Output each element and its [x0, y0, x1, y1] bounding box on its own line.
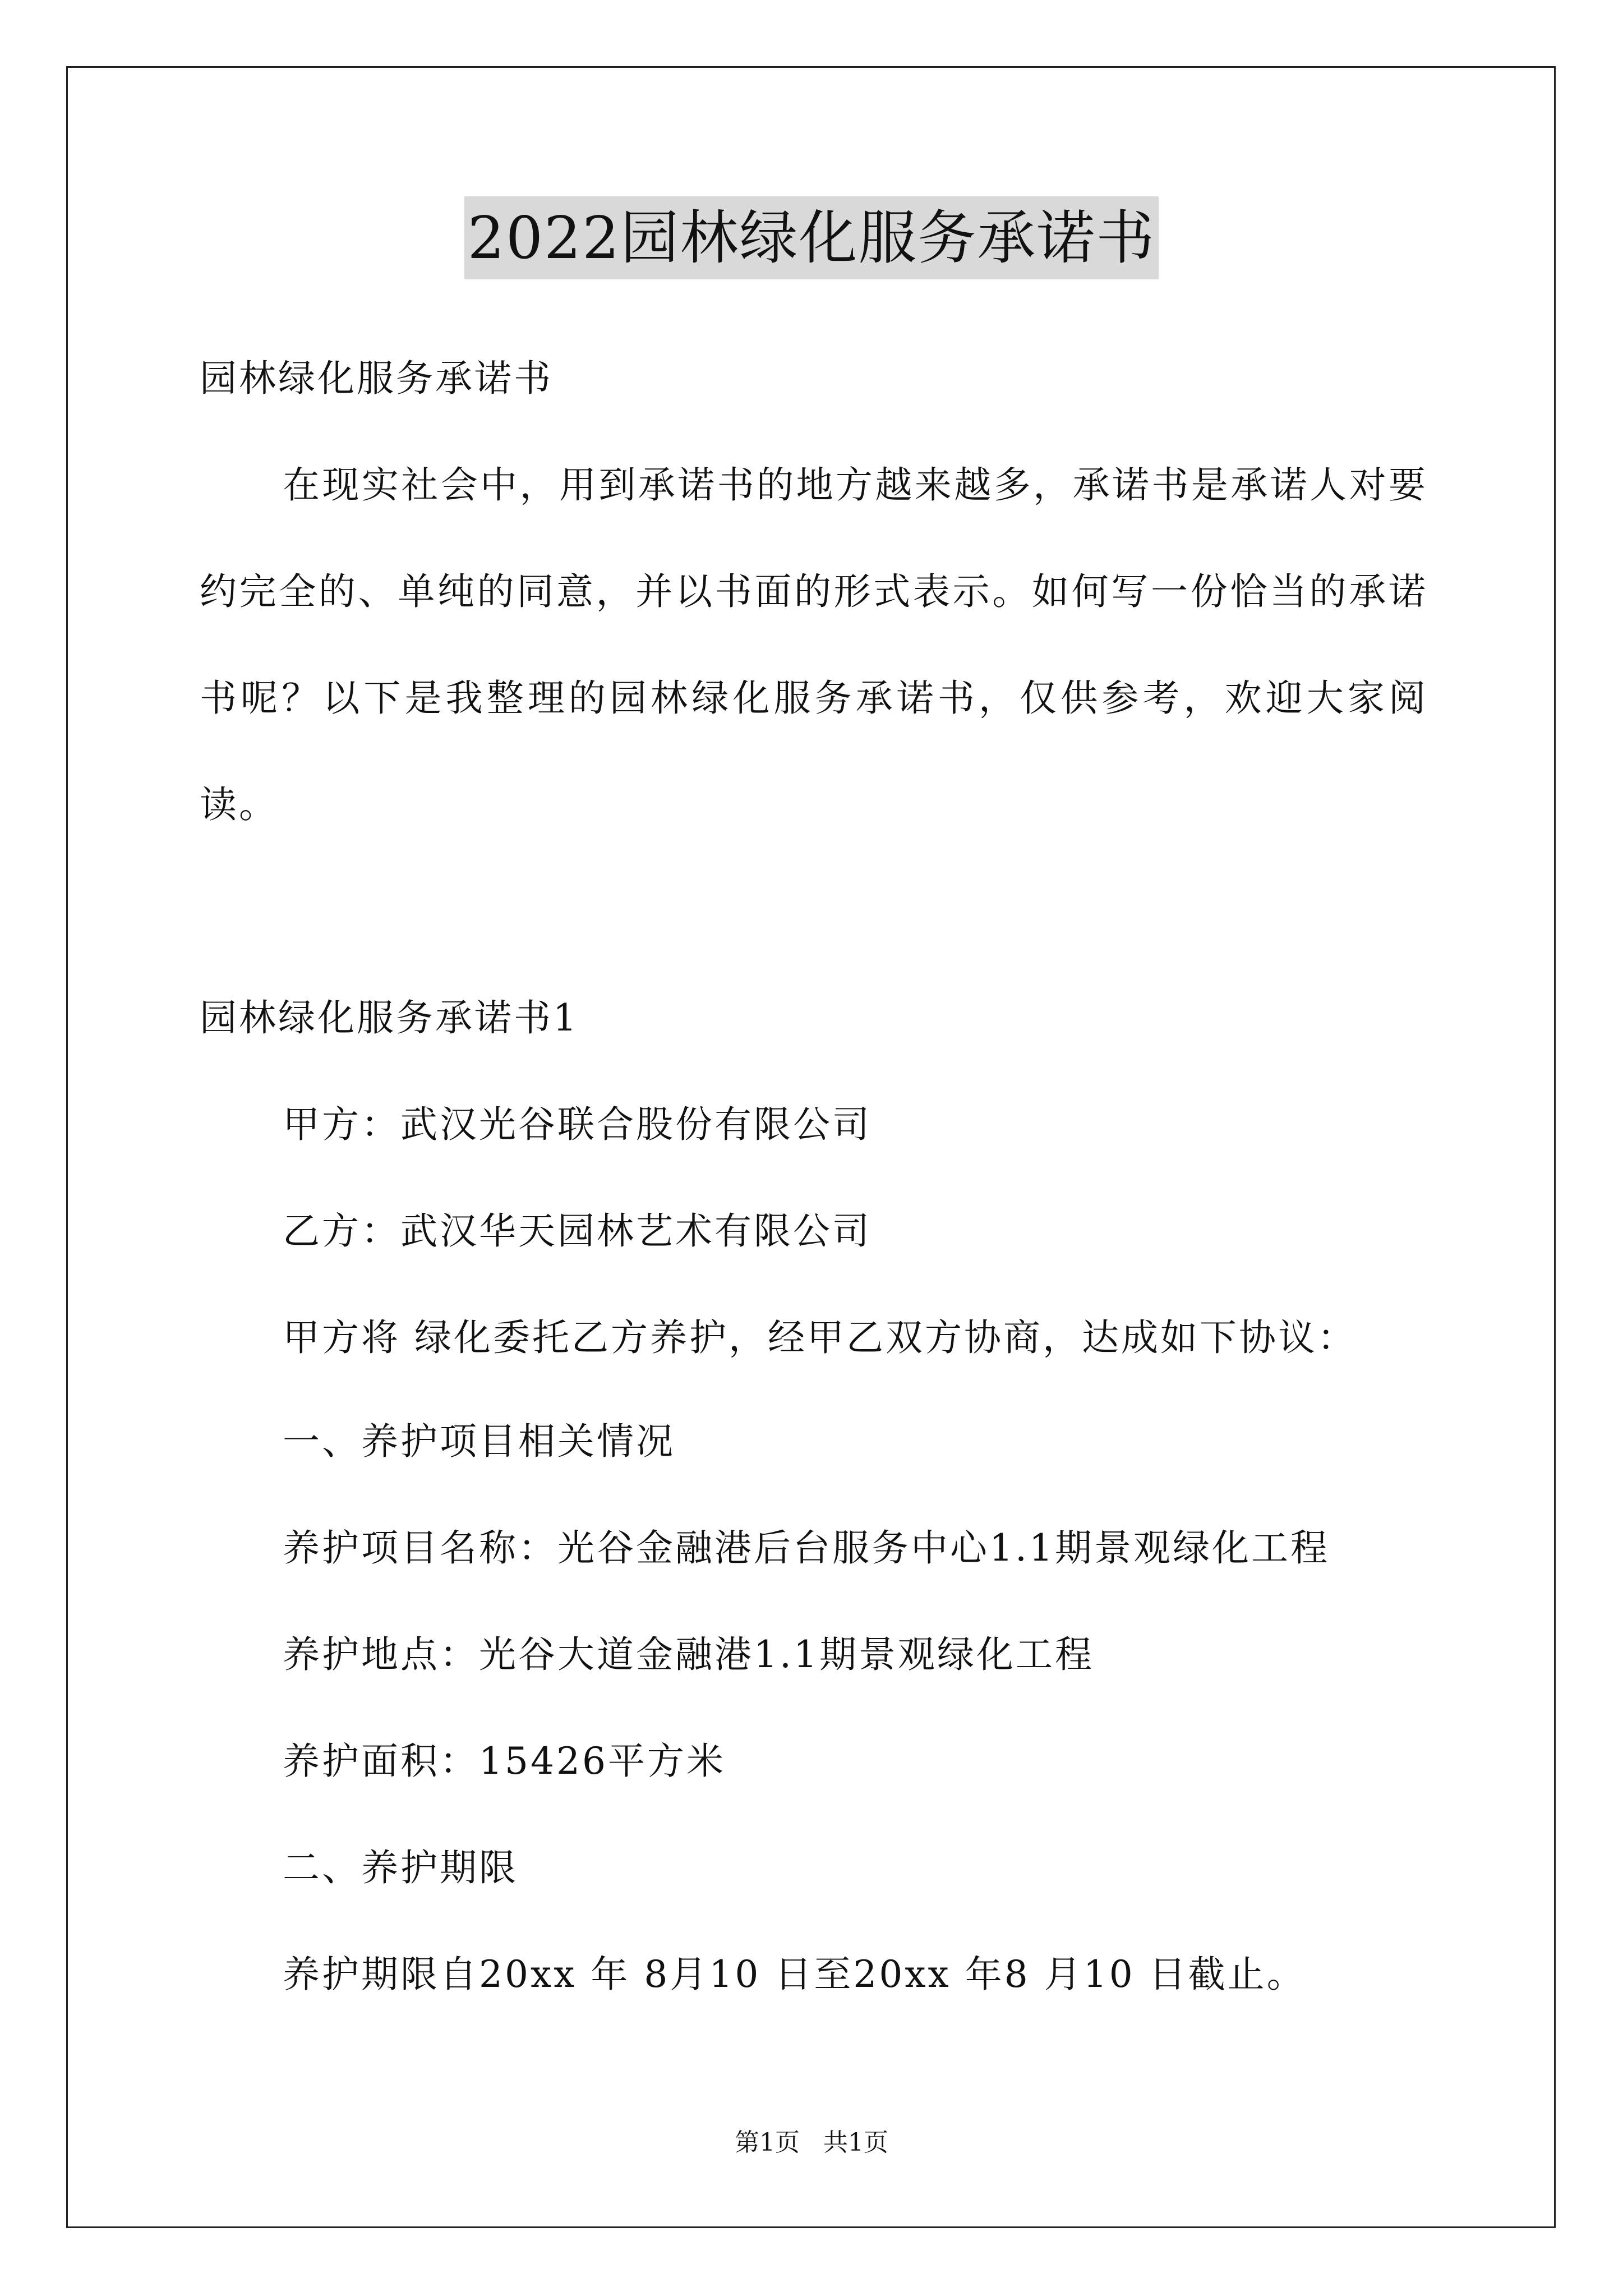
party-b-line: 乙方：武汉华天园林艺术有限公司 [283, 1209, 872, 1253]
item-1-heading: 一、养护项目相关情况 [283, 1420, 675, 1463]
area-line: 养护面积：15426平方米 [283, 1740, 726, 1783]
project-name-line: 养护项目名称：光谷金融港后台服务中心1.1期景观绿化工程 [283, 1526, 1330, 1570]
agreement-line: 甲方将 绿化委托乙方养护，经甲乙双方协商，达成如下协议： [283, 1316, 1357, 1359]
section-heading: 园林绿化服务承诺书1 [200, 996, 579, 1039]
party-a-line: 甲方：武汉光谷联合股份有限公司 [283, 1103, 872, 1146]
term-line: 养护期限自20xx 年 8月10 日至20xx 年8 月10 日截止。 [283, 1953, 1306, 1996]
item-2-heading: 二、养护期限 [283, 1846, 518, 1889]
page-footer: 第1页 共1页 [735, 2128, 888, 2157]
intro-paragraph: 在现实社会中，用到承诺书的地方越来越多，承诺书是承诺人对要约完全的、单纯的同意，并以书面的形式表示。如何写一份恰当的承诺书呢？以下是我整理的园林绿化服务承诺书，仅供参考，欢迎大家阅读。 [200, 463, 1428, 826]
location-line: 养护地点：光谷大道金融港1.1期景观绿化工程 [283, 1633, 1094, 1676]
document-subtitle: 园林绿化服务承诺书 [200, 357, 553, 400]
document-title: 2022园林绿化服务承诺书 [464, 196, 1159, 279]
title-wrap [0, 196, 1623, 279]
